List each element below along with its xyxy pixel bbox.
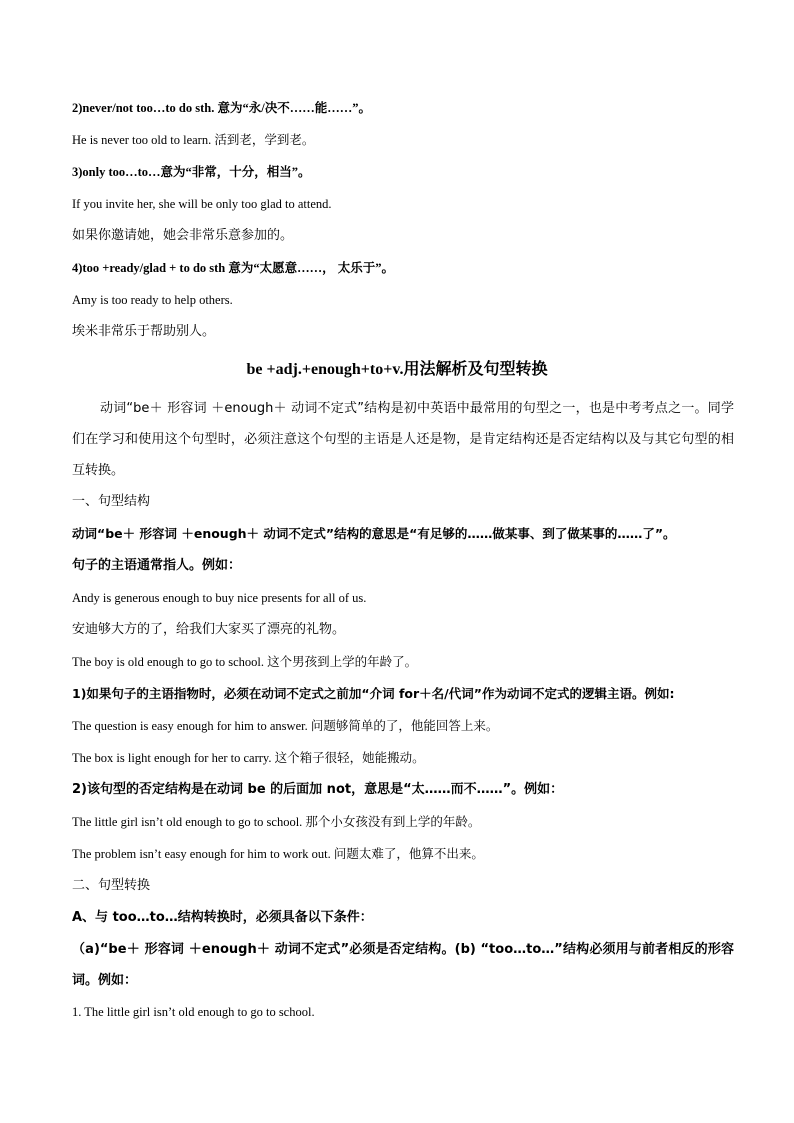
section-title: be +adj.+enough+to+v.用法解析及句型转换 [246,361,548,378]
part1-rule1-continued: 句子的主语通常指人。例如： [72,558,242,573]
part2-heading: 二、句型转换 [72,878,151,893]
example-too-ready-translation: 埃米非常乐于帮助别人。 [72,324,216,339]
part1-rule2: 1)如果句子的主语指物时，必须在动词不定式之前加“介词 for＋名/代词”作为动词不定式的逻辑主语。例如: [72,686,675,701]
part2-subheading-a: A、与 too…to…结构转换时，必须具备以下条件： [72,910,373,925]
rule-only-too: 3)only too…to…意为“非常，十分，相当”。 [72,165,311,179]
part2-conditions: （a)“be＋ 形容词 ＋enough＋ 动词不定式”必须是否定结构。(b) “too…to…”结构必须用与前者相反的形容词。例如： [72,942,734,988]
example-light-enough: The box is light enough for her to carry. 这个箱子很轻，她能搬动。 [72,751,425,765]
example-old-enough: The boy is old enough to go to school. 这个男孩到上学的年龄了。 [72,655,418,669]
rule-never-not-too: 2)never/not too…to do sth. 意为“永/决不……能……”。 [72,101,371,115]
example-only-too-glad-translation: 如果你邀请她，她会非常乐意参加的。 [72,228,294,243]
part1-heading: 一、句型结构 [72,494,151,509]
example-not-old-enough: The little girl isn’t old enough to go to school. 那个小女孩没有到上学的年龄。 [72,815,481,829]
example-too-ready: Amy is too ready to help others. [72,293,233,307]
example-not-easy-enough: The problem isn’t easy enough for him to work out. 问题太难了，他算不出来。 [72,847,484,861]
example-never-too-old: He is never too old to learn. 活到老，学到老。 [72,133,315,147]
example-only-too-glad: If you invite her, she will be only too glad to attend. [72,197,332,211]
rule-too-ready-glad: 4)too +ready/glad + to do sth 意为“太愿意……， 太乐于”。 [72,261,395,275]
example-transform-1: 1. The little girl isn’t old enough to go to school. [72,1005,315,1019]
intro-paragraph: 动词“be＋ 形容词 ＋enough＋ 动词不定式”结构是初中英语中最常用的句型之一，也是中考考点之一。同学们在学习和使用这个句型时，必须注意这个句型的主语是人还是物，是肯定结构还是否定结构以及与其它句型的相互转换。 [72,401,734,478]
part1-rule1: 动词“be＋ 形容词 ＋enough＋ 动词不定式”结构的意思是“有足够的……做某事、到了做某事的……了”。 [72,526,676,541]
example-generous-enough-translation: 安迪够大方的了，给我们大家买了漂亮的礼物。 [72,622,346,637]
example-easy-enough: The question is easy enough for him to answer. 问题够简单的了，他能回答上来。 [72,719,499,733]
example-generous-enough: Andy is generous enough to buy nice presents for all of us. [72,591,367,605]
part1-rule3: 2)该句型的否定结构是在动词 be 的后面加 not，意思是“太……而不……”。例如： [72,782,564,797]
